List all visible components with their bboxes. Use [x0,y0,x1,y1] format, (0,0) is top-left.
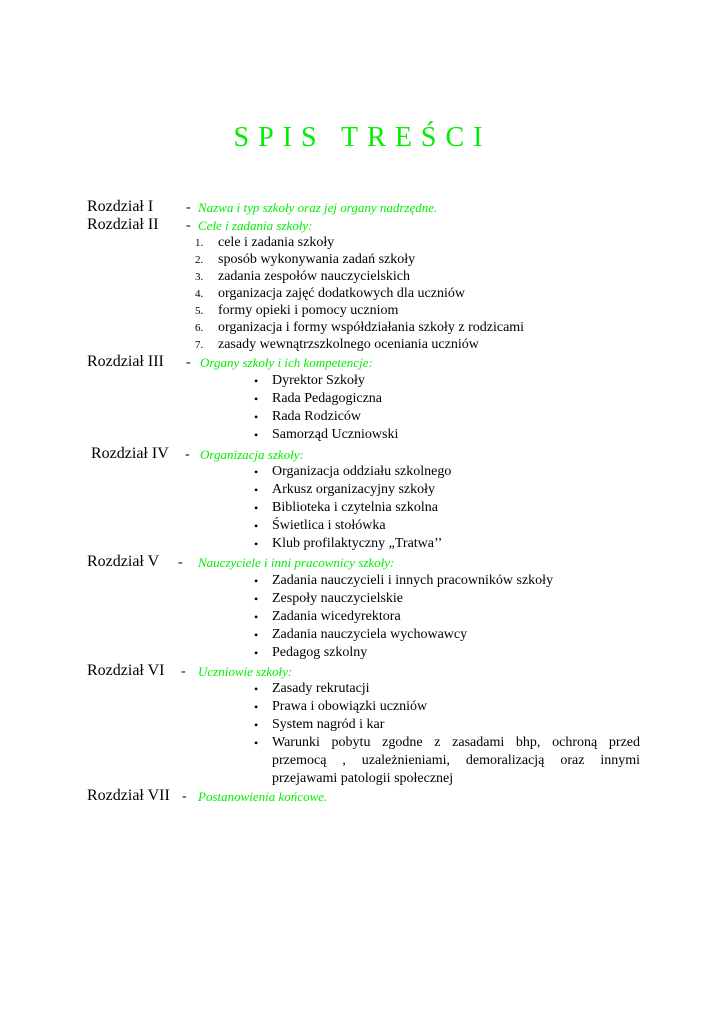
chapter-5-label: Rozdział V [87,553,160,570]
bullet-item: Klub profilaktyczny „Tratwa’’ [272,536,443,551]
chapter-6-subtitle: Uczniowie szkoły: [198,664,293,679]
chapter-2-label: Rozdział II [87,216,159,233]
bullet-item: Samorząd Uczniowski [272,427,399,442]
bullet-icon: • [254,736,259,750]
bullet-icon: • [254,646,259,660]
chapter-2-dash: - [186,218,191,233]
bullet-icon: • [254,465,259,479]
bullet-item: Pedagog szkolny [272,645,368,660]
page-title: SPIS TREŚCI [233,122,492,153]
bullet-item: Rada Rodziców [272,409,362,424]
chapter-1-label: Rozdział I [87,198,154,215]
list-item: organizacja zajęć dodatkowych dla uczniów [218,286,465,301]
bullet-item: Świetlica i stołówka [272,518,386,533]
list-number: 3. [195,271,204,283]
bullet-icon: • [254,574,259,588]
bullet-item: System nagród i kar [272,717,385,732]
chapter-4-subtitle: Organizacja szkoły: [200,447,304,462]
bullet-icon: • [254,392,259,406]
bullet-item: Zadania wicedyrektora [272,609,401,624]
list-item: organizacja i formy współdziałania szkoły z rodzicami [218,320,525,335]
bullet-item: Arkusz organizacyjny szkoły [272,482,436,497]
chapter-1-subtitle: Nazwa i typ szkoły oraz jej organy nadrzędne. [198,200,438,215]
bullet-item: Zespoły nauczycielskie [272,591,404,606]
list-item: sposób wykonywania zadań szkoły [218,252,416,267]
bullet-icon: • [254,592,259,606]
bullet-item-paragraph: Warunki pobytu zgodne z zasadami bhp, ochroną przed przemocą , uzależnieniami, demoralizacją oraz innymi przejawami patologii społecznej [272,735,640,786]
chapter-7-label: Rozdział VII [87,787,170,804]
chapter-3-label: Rozdział III [87,353,164,370]
bullet-icon: • [254,374,259,388]
chapter-4-dash: - [185,447,190,462]
chapter-5-subtitle: Nauczyciele i inni pracownicy szkoły: [198,555,395,570]
bullet-icon: • [254,483,259,497]
bullet-icon: • [254,428,259,442]
list-number: 1. [195,237,204,249]
bullet-icon: • [254,410,259,424]
chapter-6-label: Rozdział VI [87,662,165,679]
list-item: zadania zespołów nauczycielskich [218,269,411,284]
bullet-item: Zadania nauczycieli i innych pracowników szkoły [272,573,554,588]
bullet-item: Dyrektor Szkoły [272,373,365,388]
bullet-icon: • [254,718,259,732]
chapter-6-dash: - [181,664,186,679]
bullet-item: Zasady rekrutacji [272,681,370,696]
list-number: 6. [195,322,204,334]
chapter-1-dash: - [186,200,191,215]
bullet-icon: • [254,682,259,696]
list-number: 2. [195,254,204,266]
bullet-item: Biblioteka i czytelnia szkolna [272,500,439,515]
bullet-item: Prawa i obowiązki uczniów [272,699,428,714]
chapter-5-dash: - [178,555,183,570]
bullet-icon: • [254,628,259,642]
list-number: 5. [195,305,204,317]
chapter-2-subtitle: Cele i zadania szkoły: [198,218,313,233]
bullet-item: Organizacja oddziału szkolnego [272,464,452,479]
bullet-item: Rada Pedagogiczna [272,391,383,406]
bullet-icon: • [254,700,259,714]
chapter-7-subtitle: Postanowienia końcowe. [198,789,328,804]
bullet-icon: • [254,610,259,624]
chapter-3-subtitle: Organy szkoły i ich kompetencje: [200,355,373,370]
bullet-icon: • [254,519,259,533]
chapter-4-label: Rozdział IV [91,445,169,462]
list-item: formy opieki i pomocy uczniom [218,303,399,318]
bullet-icon: • [254,501,259,515]
list-number: 4. [195,288,204,300]
chapter-7-dash: - [182,789,187,804]
list-item: cele i zadania szkoły [218,235,335,250]
list-number: 7. [195,339,204,351]
bullet-icon: • [254,537,259,551]
bullet-item: Zadania nauczyciela wychowawcy [272,627,468,642]
list-item: zasady wewnątrzszkolnego oceniania uczniów [218,337,479,352]
chapter-3-dash: - [186,355,191,370]
